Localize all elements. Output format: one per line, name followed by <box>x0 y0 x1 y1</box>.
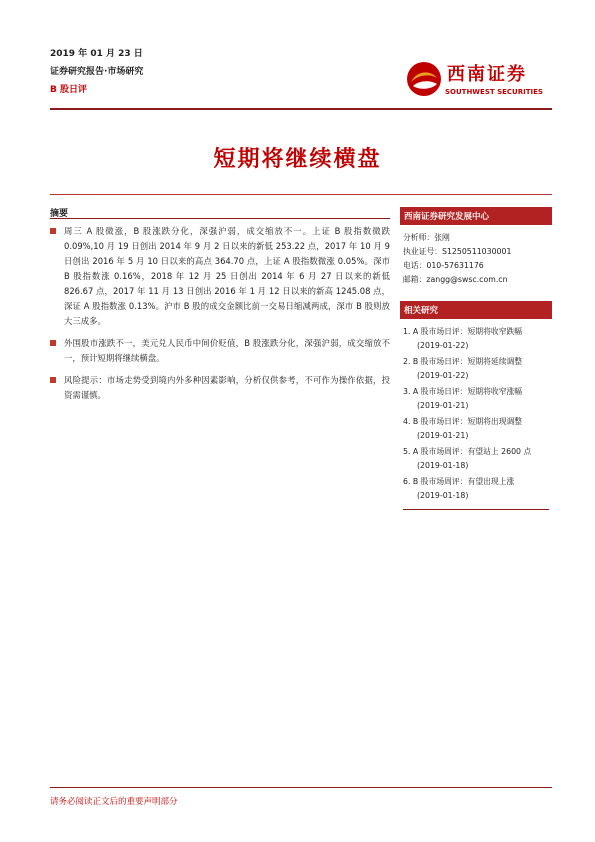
company-logo <box>405 60 555 104</box>
footer-divider <box>50 787 552 788</box>
logo-emblem-icon <box>405 60 443 98</box>
abstract-heading: 摘要 <box>50 209 69 219</box>
research-center-heading: 西南证券研究发展中心 <box>400 207 552 225</box>
abstract-bullet <box>50 336 390 366</box>
bullet-square-icon <box>50 228 56 234</box>
abstract-bullet-text: 周三 A 股微涨，B 股涨跌分化，深强沪弱，成交缩放不一。上证 B 股指数微跌 0.09%,10 月 19 日创出 2014 年 9 月 2 日以来的新低 253.22 点，2017 年 10 月 9 日创出 2016 年 5 月 10 日以来的高点 364.70 点，上证 A 股指数微涨 0.05%。深市 B 股指数涨 0.16%，2018 年 12 月 25 日创出 2014 年 6 月 27 日以来的新低 826.67 点，2017 年 11 月 13 日创出 2016 年 1 月 12 日以来的新高 1245.08 点，深证 A 股指数涨 0.13%。沪市 B 股的成交金额比前一交易日缩减两成，深市 B 股则放大三成多。 <box>64 226 390 326</box>
abstract-bullet-text: 风险提示：市场走势受到境内外多种因素影响，分析仅供参考，不可作为操作依据，投资需谨慎。 <box>64 375 390 400</box>
related-item-date: (2019-01-18) <box>417 461 469 470</box>
related-item-title: 6. B 股市场周评：有望出现上涨 <box>403 477 515 486</box>
bullet-square-icon <box>50 340 56 346</box>
header-divider <box>50 108 552 110</box>
related-item[interactable] <box>403 445 549 473</box>
related-item-date: (2019-01-21) <box>417 431 469 440</box>
related-item-title: 4. B 股市场日评：短期将出现调整 <box>403 417 523 426</box>
abstract-list <box>50 224 390 410</box>
sidebar <box>400 207 552 516</box>
logo-text-cn: 西南证券 <box>447 64 527 85</box>
abstract-bullet <box>50 224 390 329</box>
title-divider <box>50 194 552 195</box>
related-item-title: 1. A 股市场日评：短期将收窄跌幅 <box>403 327 523 336</box>
analyst-phone: 电话：010-57631176 <box>403 261 484 270</box>
related-item-title: 5. A 股市场周评：有望站上 2600 点 <box>403 447 532 456</box>
related-item-date: (2019-01-21) <box>417 401 469 410</box>
abstract-bullet <box>50 373 390 403</box>
analyst-info <box>400 225 552 293</box>
related-item[interactable] <box>403 475 549 503</box>
logo-text-en: SOUTHWEST SECURITIES <box>445 88 543 96</box>
sidebar-divider <box>403 509 549 510</box>
abstract-divider <box>50 218 390 219</box>
abstract-bullet-text: 外围股市涨跌不一，美元兑人民币中间价贬值，B 股涨跌分化，深强沪弱，成交缩放不一，预计短期将继续横盘。 <box>64 338 390 363</box>
report-title: 短期将继续横盘 <box>213 147 382 172</box>
related-item-title: 3. A 股市场日评：短期将收窄涨幅 <box>403 387 523 396</box>
related-item-date: (2019-01-18) <box>417 491 469 500</box>
analyst-email[interactable]: 邮箱：zangg@swsc.com.cn <box>403 275 508 284</box>
report-date: 2019 年 01 月 23 日 <box>50 49 143 59</box>
report-category: B 股日评 <box>50 85 87 95</box>
related-research-heading: 相关研究 <box>400 301 552 319</box>
related-item-date: (2019-01-22) <box>417 341 469 350</box>
analyst-cert: 执业证号：S1250511030001 <box>403 247 512 256</box>
footer-notice: 请务必阅读正文后的重要声明部分 <box>50 797 178 807</box>
related-item[interactable] <box>403 325 549 353</box>
related-item-title: 2. B 股市场日评：短期将延续调整 <box>403 357 523 366</box>
related-item[interactable] <box>403 415 549 443</box>
related-item[interactable] <box>403 355 549 383</box>
report-type: 证券研究报告·市场研究 <box>50 67 144 77</box>
bullet-square-icon <box>50 377 56 383</box>
analyst-name: 分析师：张刚 <box>403 233 450 242</box>
related-item[interactable] <box>403 385 549 413</box>
related-item-date: (2019-01-22) <box>417 371 469 380</box>
related-research-list <box>400 319 552 516</box>
